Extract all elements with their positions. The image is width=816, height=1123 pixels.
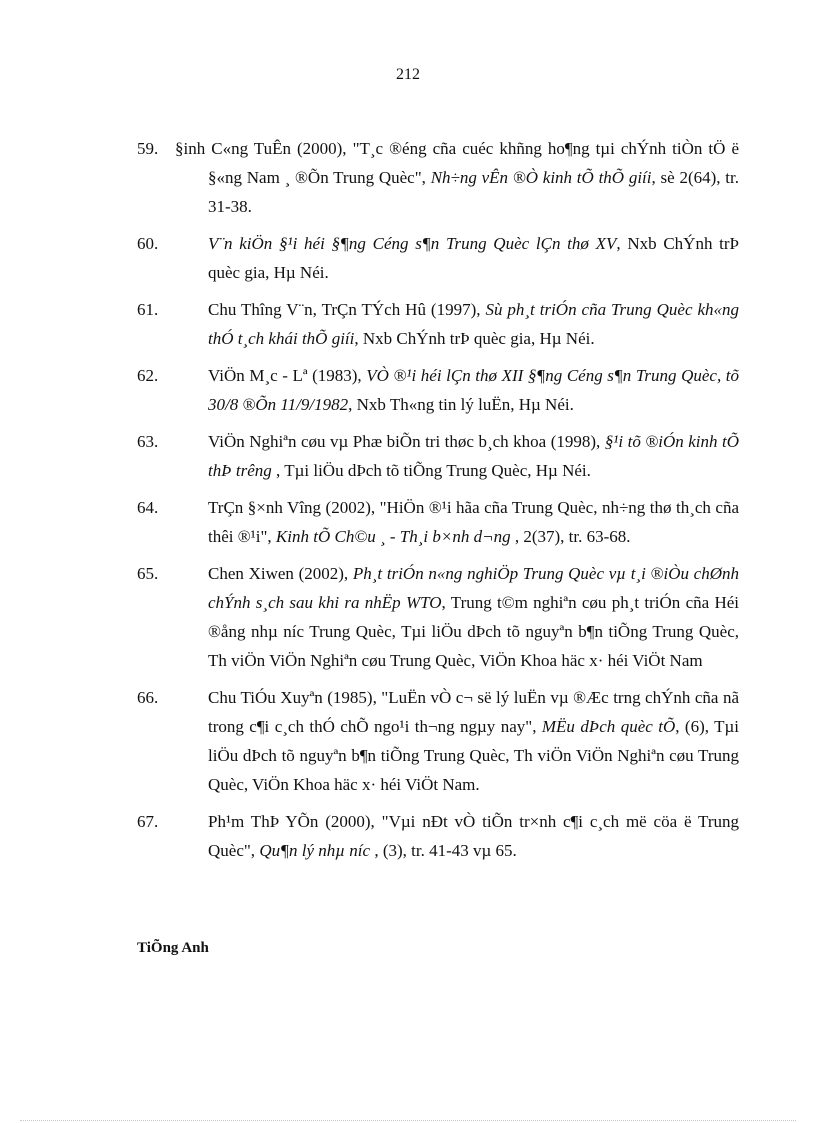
reference-authors: ViÖn M¸c - Lª (1983),: [208, 366, 367, 385]
reference-title: VÒ ®¹i héi lÇn thø XII §¶ng Céng s¶n Trung Quèc, tõ 30/8 ®Õn 11/9/1982: [208, 366, 739, 414]
reference-authors: Chen Xiwen (2002),: [208, 564, 353, 583]
reference-item: [137, 229, 739, 287]
reference-title: Qu¶n lý nhµ níc: [259, 841, 371, 860]
reference-item: [137, 295, 739, 353]
reference-title: MËu dÞch quèc tÕ: [541, 717, 676, 736]
reference-item: [137, 427, 739, 485]
reference-authors: Ph¹m ThÞ YÕn (2000), "Vµi nÐt vÒ tiÕn tr×nh c¶i c¸ch më cöa ë Trung Quèc",: [208, 812, 739, 860]
reference-authors: ViÖn Nghiªn cøu vµ Phæ biÕn tri thøc b¸ch khoa (1998),: [208, 432, 605, 451]
reference-authors: Chu TiÓu Xuyªn (1985), "LuËn vÒ c¬ së lý luËn vµ ®Æc trng chÝnh cña nã trong c¶i c¸ch thÓ chÕ ngo¹i th¬ng ngµy nay",: [208, 688, 739, 736]
reference-authors: §inh C«ng TuÊn (2000), "T¸c ®éng cña cuéc khñng ho¶ng tµi chÝnh tiÒn tÖ ë §«ng Nam ¸ ®Õn Trung Quèc",: [175, 139, 739, 187]
reference-number: 63.: [137, 432, 159, 451]
reference-number: 60.: [137, 234, 159, 253]
reference-details: , sè 2(64), tr. 31-38.: [208, 168, 739, 216]
reference-item: [137, 683, 739, 799]
reference-details: , 2(37), tr. 63-68.: [510, 527, 631, 546]
reference-details: , Tµi liÖu dÞch tõ tiÕng Trung Quèc, Hµ Néi.: [271, 461, 591, 480]
reference-item: [137, 559, 739, 675]
page-number: 212: [396, 66, 420, 83]
reference-item: [137, 493, 739, 551]
reference-title: Ph¸t triÓn n«ng nghiÖp Trung Quèc vµ t¸i ®iÒu chØnh chÝnh s¸ch sau khi ra nhËp WTO: [208, 564, 740, 612]
reference-item: [137, 134, 739, 221]
reference-details: , Nxb ChÝnh trÞ quèc gia, Hµ Néi.: [354, 329, 595, 348]
reference-item: [137, 361, 739, 419]
reference-title: Sù ph¸t triÓn cña Trung Quèc kh«ng thÓ t¸ch khái thÕ giíi: [208, 300, 739, 348]
reference-number: 66.: [137, 688, 159, 707]
reference-list: [137, 134, 739, 873]
reference-details: , Trung t©m nghiªn cøu ph¸t triÓn cña Héi ®ång nhµ níc Trung Quèc, Tµi liÖu dÞch tõ nguyªn b¶n tiÕng Trung Quèc, Th viÖn ViÖn Nghiªn cøu Trung Quèc, ViÖn Khoa häc x· héi ViÖt Nam: [208, 593, 739, 670]
reference-title: Kinh tÕ Ch©u ¸ - Th¸i b×nh d¬ng: [275, 527, 511, 546]
reference-details: , Nxb Th«ng tin lý luËn, Hµ Néi.: [348, 395, 574, 414]
reference-details: , (6), Tµi liÖu dÞch tõ nguyªn b¶n tiÕng Trung Quèc, Th viÖn ViÖn Nghiªn cøu Trung Quèc, ViÖn Khoa häc x· héi ViÖt Nam.: [208, 717, 739, 794]
reference-title: Nh÷ng vÊn ®Ò kinh tÕ thÕ giíi: [430, 168, 652, 187]
reference-number: 65.: [137, 564, 159, 583]
reference-number: 67.: [137, 812, 159, 831]
reference-authors: Chu Thîng V¨n, TrÇn TÝch Hû (1997),: [208, 300, 486, 319]
reference-details: , Nxb ChÝnh trÞ quèc gia, Hµ Néi.: [208, 234, 739, 282]
page-bottom-divider: [20, 1120, 796, 1121]
reference-title: §¹i tõ ®iÓn kinh tÕ thÞ trêng: [208, 432, 740, 480]
section-heading: TiÕng Anh: [137, 940, 209, 956]
reference-authors: TrÇn §×nh Vîng (2002), "HiÖn ®¹i hãa cña Trung Quèc, nh÷ng thø th¸ch cña thêi ®¹i",: [208, 498, 739, 546]
reference-details: , (3), tr. 41-43 vµ 65.: [370, 841, 517, 860]
reference-number: 61.: [137, 300, 159, 319]
reference-number: 64.: [137, 498, 159, 517]
reference-item: [137, 807, 739, 865]
reference-title: V¨n kiÖn §¹i héi §¶ng Céng s¶n Trung Quèc lÇn thø XV: [208, 234, 617, 253]
reference-number: 62.: [137, 366, 159, 385]
reference-number: 59.: [137, 139, 159, 158]
